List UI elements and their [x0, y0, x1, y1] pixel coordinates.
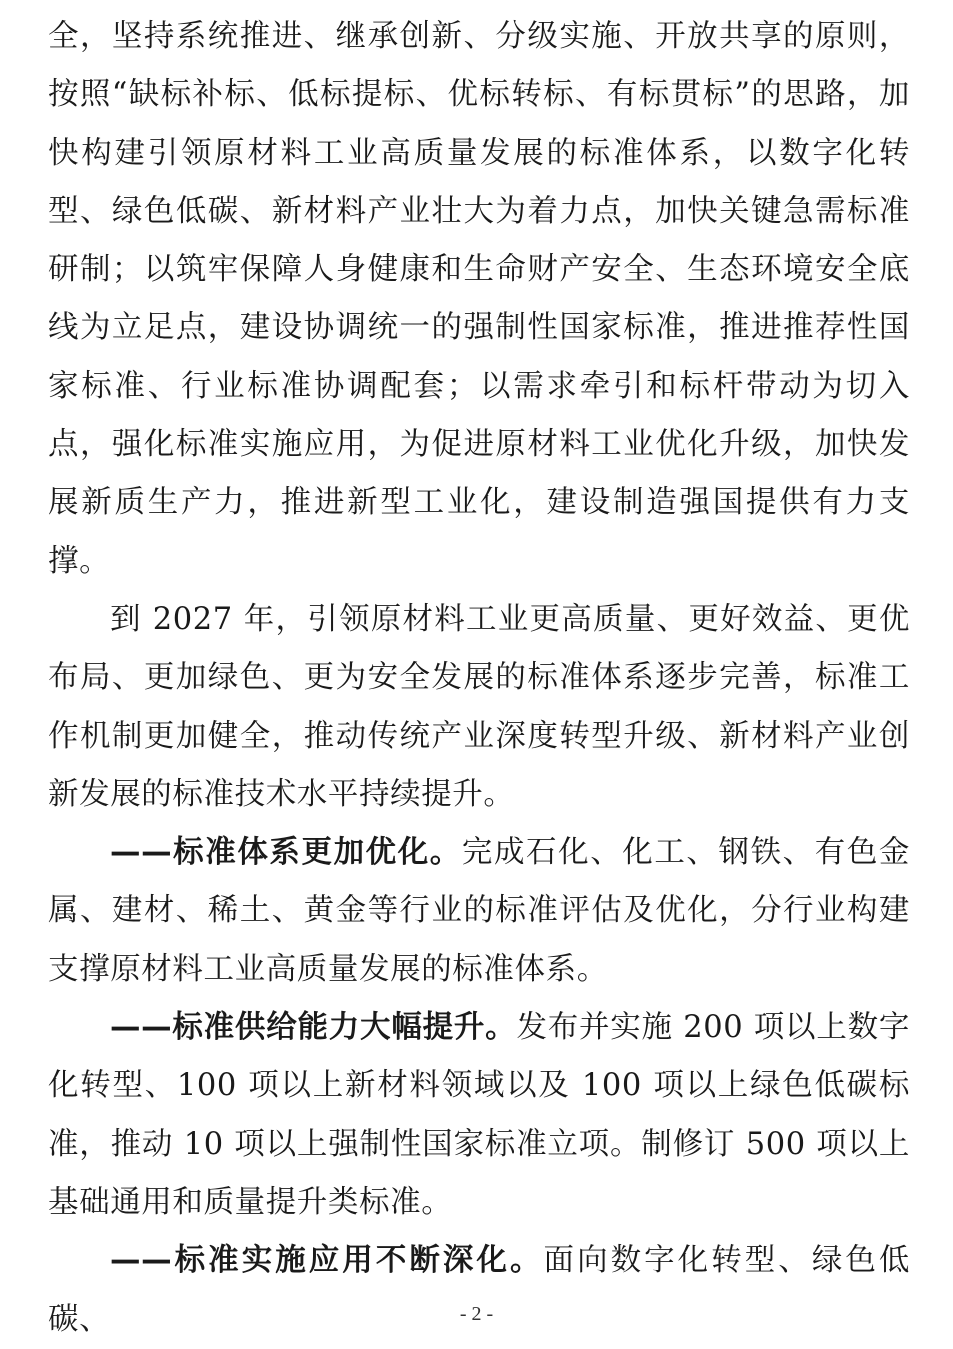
paragraph-text: 面向数字化转型、绿色低碳、 [48, 1243, 910, 1337]
paragraph-lead: ——标准体系更加优化。 [110, 835, 462, 871]
paragraph-standard-application [48, 1232, 910, 1349]
paragraph-standard-system [48, 824, 910, 999]
page-number: - 2 - [459, 1303, 494, 1325]
paragraph-text: 到 2027 年，引领原材料工业更高质量、更好效益、更优布局、更加绿色、更为安全发展的标准体系逐步完善，标准工作机制更加健全，推动传统产业深度转型升级、新材料产业创新发展的标准技术水平持续提升。 [48, 601, 910, 812]
paragraph-principles [48, 8, 910, 591]
paragraph-2027-goal [48, 591, 910, 824]
paragraph-text: 发布并实施 200 项以上数字化转型、100 项以上新材料领域以及 100 项以上绿色低碳标准，推动 10 项以上强制性国家标准立项。制修订 500 项以上基础通用和质量提升类标准。 [48, 1010, 910, 1220]
paragraph-text: 完成石化、化工、钢铁、有色金属、建材、稀土、黄金等行业的标准评估及优化，分行业构建支撑原材料工业高质量发展的标准体系。 [48, 835, 910, 987]
paragraph-text: 全，坚持系统推进、继承创新、分级实施、开放共享的原则，按照“缺标补标、低标提标、优标转标、有标贯标”的思路，加快构建引领原材料工业高质量发展的标准体系，以数字化转型、绿色低碳、新材料产业壮大为着力点，加快关键急需标准研制；以筑牢保障人身健康和生命财产安全、生态环境安全底线为立足点，建设协调统一的强制性国家标准，推进推荐性国家标准、行业标准协调配套；以需求牵引和标杆带动为切入点，强化标准实施应用，为促进原材料工业优化升级，加快发展新质生产力，推进新型工业化，建设制造强国提供有力支撑。 [48, 19, 910, 579]
paragraph-lead: ——标准供给能力大幅提升。 [110, 1010, 517, 1046]
document-page [48, 8, 910, 1349]
paragraph-standard-supply [48, 999, 910, 1232]
paragraph-lead: ——标准实施应用不断深化。 [110, 1243, 544, 1279]
